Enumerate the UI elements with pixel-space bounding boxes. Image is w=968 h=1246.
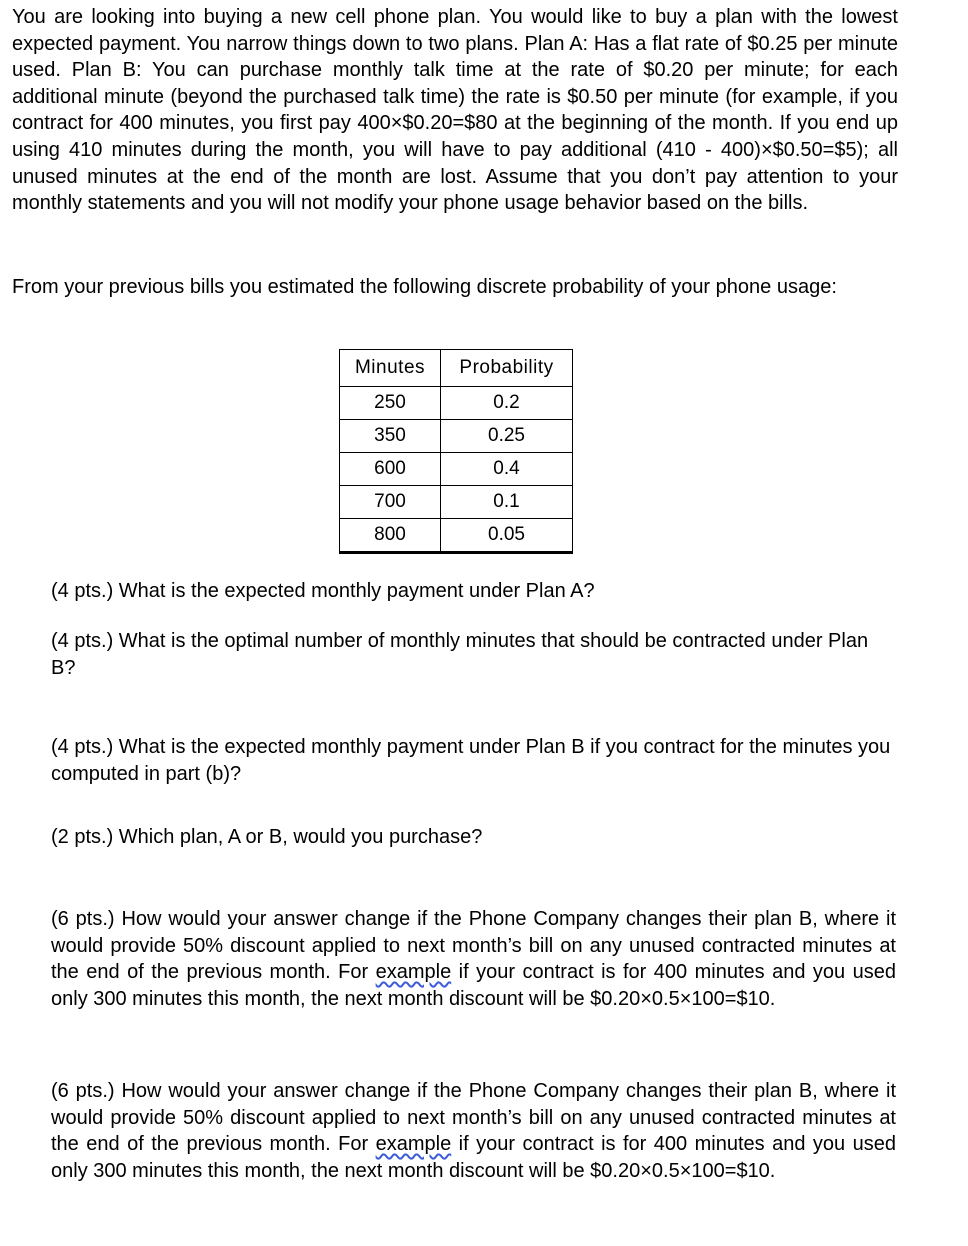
- table-header-row: [340, 350, 573, 387]
- table-row: [340, 486, 573, 519]
- table-row: [340, 420, 573, 453]
- question-b-label: [12, 628, 51, 655]
- question-f: [12, 1078, 896, 1184]
- cell-probability: 0.25: [441, 420, 573, 453]
- question-f-text-before: (6 pts.) How would your answer change if the Phone Company changes their plan B, where it would provide 50% discount applied to next month’s bill on any unused contracted minutes at the end of the previous month. For: [51, 1080, 896, 1156]
- table-row: [340, 519, 573, 553]
- cell-minutes: 700: [340, 486, 441, 519]
- question-a-text: (4 pts.) What is the expected monthly payment under Plan A?: [51, 580, 595, 602]
- cell-minutes: 600: [340, 453, 441, 486]
- cell-probability: 0.05: [441, 519, 573, 553]
- header-probability: Probability: [441, 350, 573, 387]
- probability-table: [339, 349, 573, 554]
- question-d-text: (2 pts.) Which plan, A or B, would you purchase?: [51, 826, 483, 848]
- question-b: [12, 628, 896, 681]
- question-f-text-after: if your contract is for 400 minutes and you used only 300 minutes this month, the next month discount will be $0.20×0.5×100=$10.: [51, 1133, 897, 1182]
- cell-minutes: 350: [340, 420, 441, 453]
- question-c-label: [12, 734, 51, 761]
- cell-minutes: 800: [340, 519, 441, 553]
- question-a: [12, 578, 896, 605]
- question-e-label: [12, 906, 51, 933]
- question-d: [12, 824, 896, 851]
- intro-paragraph: You are looking into buying a new cell phone plan. You would like to buy a plan with the lowest expected payment. You narrow things down to two plans. Plan A: Has a flat rate of $0.25 per minute used. Plan B: You can purchase monthly talk time at the rate of $0.20 per minute; for each additional minute (beyond the purchased talk time) the rate is $0.50 per minute (for example, if you contract for 400 minutes, you first pay 400×$0.20=$80 at the beginning of the month. If you end up using 410 minutes during the month, you will have to pay additional (410 - 400)×$0.50=$5); all unused minutes at the end of the month are lost. Assume that you don’t pay attention to your monthly statements and you will not modify your phone usage behavior based on the bills.: [12, 6, 898, 215]
- cell-probability: 0.1: [441, 486, 573, 519]
- question-c-text: (4 pts.) What is the expected monthly payment under Plan B if you contract for the minutes you computed in part (b)?: [51, 736, 891, 785]
- question-e-text-before: (6 pts.) How would your answer change if the Phone Company changes their plan B, where it would provide 50% discount applied to next month’s bill on any unused contracted minutes at the end of the previous month. For: [51, 908, 896, 984]
- question-b-text: (4 pts.) What is the optimal number of monthly minutes that should be contracted under Plan B?: [51, 630, 869, 679]
- cell-probability: 0.2: [441, 387, 573, 420]
- question-e: [12, 906, 896, 1012]
- question-a-label: [12, 578, 51, 605]
- question-c: [12, 734, 896, 787]
- usage-paragraph: From your previous bills you estimated the following discrete probability of your phone usage:: [12, 276, 837, 298]
- question-f-label: [12, 1078, 51, 1105]
- table-row: [340, 453, 573, 486]
- header-minutes: Minutes: [340, 350, 441, 387]
- cell-probability: 0.4: [441, 453, 573, 486]
- question-d-label: [12, 824, 51, 851]
- question-f-highlight-word: example: [375, 1133, 452, 1156]
- cell-minutes: 250: [340, 387, 441, 420]
- question-e-highlight-word: example: [375, 961, 452, 984]
- table-row: [340, 387, 573, 420]
- question-e-text-after: if your contract is for 400 minutes and you used only 300 minutes this month, the next month discount will be $0.20×0.5×100=$10.: [51, 961, 897, 1010]
